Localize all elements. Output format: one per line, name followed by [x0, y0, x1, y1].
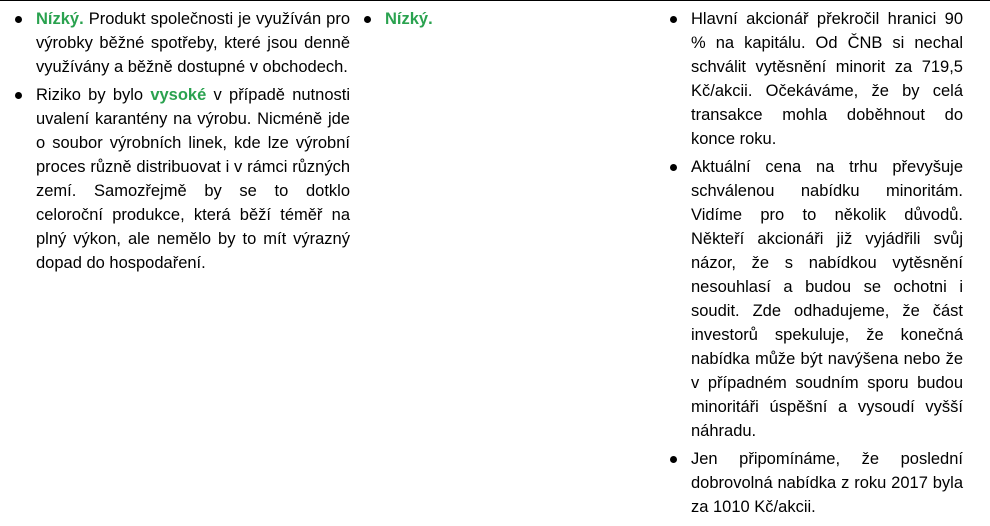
list-item-text: Hlavní akcionář překročil hranici 90 % na kapitálu. Od ČNB si nechal schválit vytěsnění minorit za 719,5 Kč/akcii. Očekáváme, že by celá transakce mohla doběhnout do konce roku.: [691, 10, 963, 148]
list-item-text: Produkt společnosti je využíván pro výrobky běžné spotřeby, které jsou denně využívány a běžně dostupné v obchodech.: [36, 10, 350, 76]
bullet-icon: [364, 16, 371, 23]
risk-level-label: Nízký.: [385, 10, 433, 28]
list-item: [14, 7, 350, 79]
bullet-list: [14, 7, 350, 275]
column-comment: [669, 7, 963, 523]
bullet-icon: [15, 16, 22, 23]
list-item: [669, 7, 963, 151]
risk-level-label: Nízký.: [36, 10, 84, 28]
list-item-text: Riziko by bylo: [36, 86, 151, 104]
bullet-icon: [670, 16, 677, 23]
list-item: [669, 155, 963, 443]
list-item-text: v případě nutnosti uvalení karantény na výrobu. Nicméně jde o soubor výrobních linek, kde lze výrobní proces různě distribuovat i v rámci různých zemí. Samozřejmě by se to dotklo celoroční produkce, která běží téměř na plný výkon, ale nemělo by to mít výrazný dopad do hospodaření.: [36, 86, 350, 272]
column-second-risk: [363, 7, 663, 35]
bullet-icon: [15, 92, 22, 99]
list-item: [669, 447, 963, 519]
bullet-icon: [670, 164, 677, 171]
list-item-text: Aktuální cena na trhu převyšuje schválenou nabídku minoritám. Vidíme pro to několik důvodů. Někteří akcionáři již vyjádřili svůj názor, že s nabídkou vytěsnění nesouhlasí a budou se ochotni i soudit. Zde odhadujeme, že část investorů spekuluje, že konečná nabídka může být navýšena nebo že v případném soudním sporu budou minoritáři úspěšní a vysoudí vyšší náhradu.: [691, 158, 963, 440]
list-item: [14, 83, 350, 275]
bullet-list: [669, 7, 963, 519]
risk-level-highlight: vysoké: [150, 86, 207, 104]
bullet-icon: [670, 456, 677, 463]
bullet-list: [363, 7, 663, 31]
column-product-risk: [14, 7, 350, 279]
list-item-text: Jen připomínáme, že poslední dobrovolná nabídka z roku 2017 byla za 1010 Kč/akcii.: [691, 450, 963, 516]
list-item: [363, 7, 663, 31]
